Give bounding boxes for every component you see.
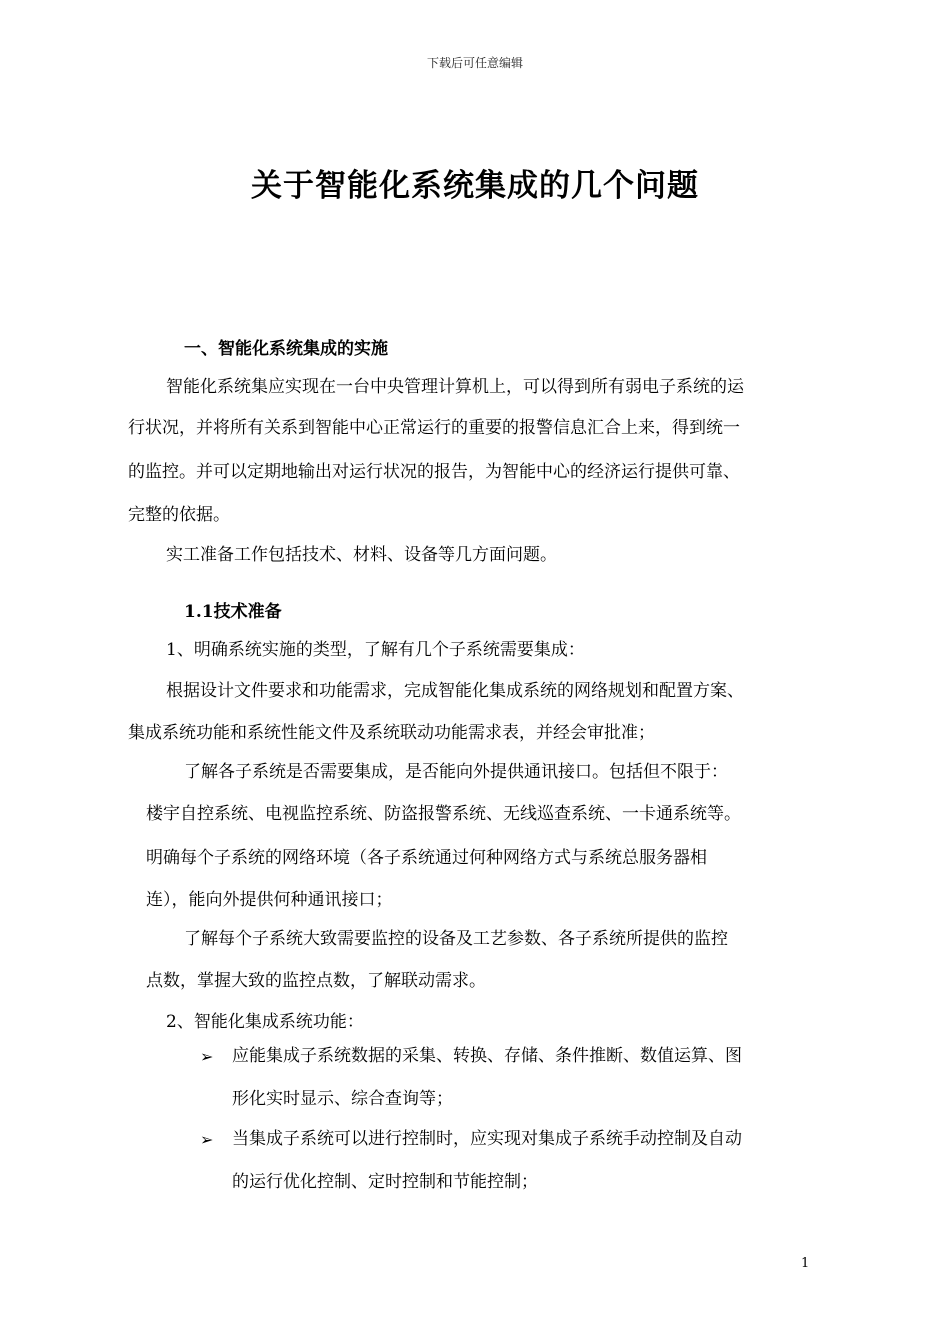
bullet-line: 的运行优化控制、定时控制和节能控制； [232, 1172, 538, 1192]
paragraph-line: 了解各子系统是否需要集成，是否能向外提供通讯接口。包括但不限于： [184, 762, 728, 782]
bullet-line: 形化实时显示、综合查询等； [232, 1089, 453, 1109]
subsection-heading: 1.1技术准备 [184, 602, 282, 622]
paragraph-line: 了解每个子系统大致需要监控的设备及工艺参数、各子系统所提供的监控 [184, 929, 728, 949]
arrow-bullet-icon: ➢ [200, 1047, 214, 1066]
paragraph-line: 完整的依据。 [128, 505, 230, 525]
paragraph-line: 连），能向外提供何种通讯接口； [146, 890, 393, 910]
document-title: 关于智能化系统集成的几个问题 [251, 168, 699, 204]
paragraph-line: 明确每个子系统的网络环境（各子系统通过何种网络方式与系统总服务器相 [146, 848, 707, 868]
paragraph-line: 行状况，并将所有关系到智能中心正常运行的重要的报警信息汇合上来，得到统一 [128, 418, 740, 438]
header-note: 下载后可任意编辑 [426, 56, 523, 70]
page-number: 1 [801, 1256, 810, 1271]
paragraph-line: 楼宇自控系统、电视监控系统、防盗报警系统、无线巡查系统、一卡通系统等。 [146, 804, 741, 824]
paragraph-line: 根据设计文件要求和功能需求，完成智能化集成系统的网络规划和配置方案、 [166, 681, 744, 701]
numbered-item: 2、智能化集成系统功能： [166, 1012, 364, 1032]
paragraph-line: 实工准备工作包括技术、材料、设备等几方面问题。 [166, 545, 557, 565]
bullet-line: 应能集成子系统数据的采集、转换、存储、条件推断、数值运算、图 [232, 1046, 742, 1066]
numbered-item: 1、明确系统实施的类型，了解有几个子系统需要集成： [166, 640, 585, 660]
paragraph-line: 智能化系统集应实现在一台中央管理计算机上，可以得到所有弱电子系统的运 [166, 377, 744, 397]
paragraph-line: 点数，掌握大致的监控点数，了解联动需求。 [146, 971, 486, 991]
section-heading: 一、智能化系统集成的实施 [184, 339, 388, 359]
paragraph-line: 的监控。并可以定期地输出对运行状况的报告，为智能中心的经济运行提供可靠、 [128, 462, 740, 482]
paragraph-line: 集成系统功能和系统性能文件及系统联动功能需求表，并经会审批准； [128, 723, 655, 743]
arrow-bullet-icon: ➢ [200, 1130, 214, 1149]
bullet-line: 当集成子系统可以进行控制时，应实现对集成子系统手动控制及自动 [232, 1129, 742, 1149]
